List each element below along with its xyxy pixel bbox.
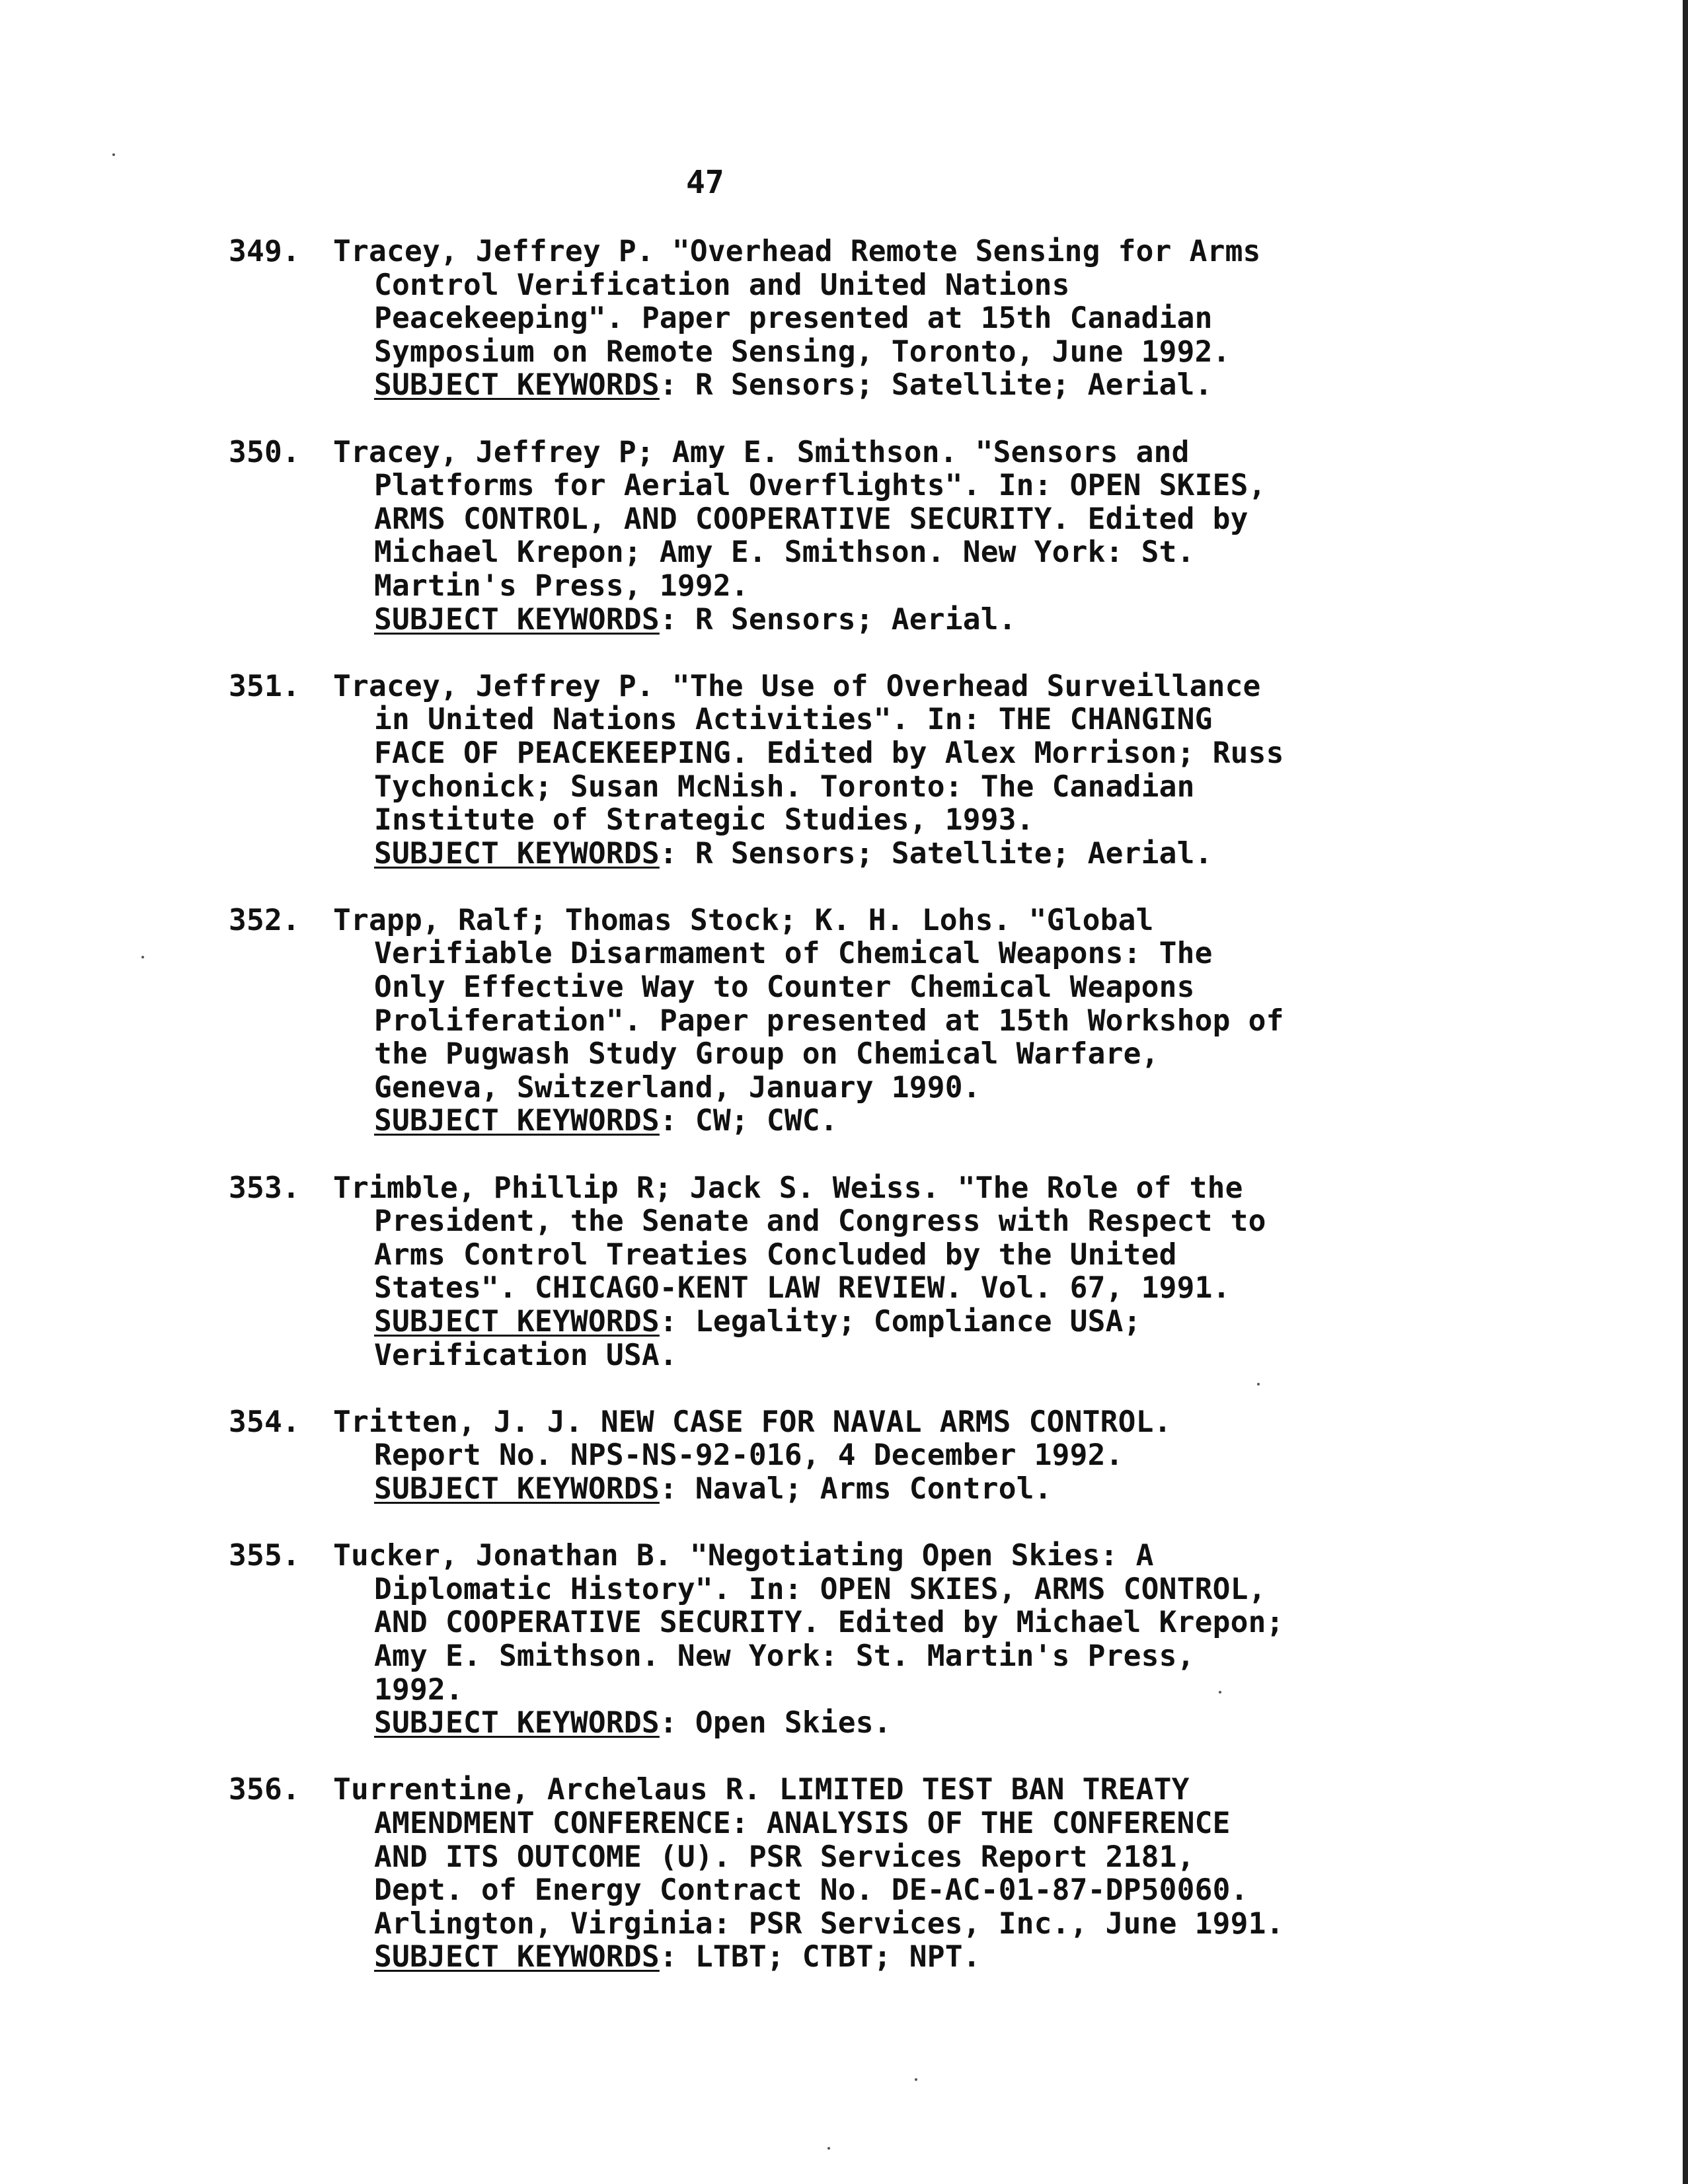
entry-number: 353. (229, 1171, 300, 1205)
subject-keywords-label: SUBJECT KEYWORDS (374, 1940, 660, 1974)
bibliography-entry (229, 1172, 1445, 1373)
entry-body (333, 1171, 1445, 1373)
entry-citation: Tracey, Jeffrey P. "The Use of Overhead Surveillance in United Nations Activities". In: THE CHANGING FACE OF PEACEKEEPING. Edited by Alex Morrison; Russ Tychonick; Susan McNish. Toronto: The Canadian Institute of Strategic Studies, 1993. (333, 669, 1284, 838)
entry-body (333, 1773, 1445, 1974)
scan-speck (827, 2147, 830, 2150)
entry-number: 351. (229, 669, 300, 703)
scan-speck (112, 153, 115, 156)
entry-citation: Tracey, Jeffrey P; Amy E. Smithson. "Sensors and Platforms for Aerial Overflights". In: OPEN SKIES, ARMS CONTROL, AND COOPERATIVE SECURITY. Edited by Michael Krepon; Amy E. Smithson. New York: St. Martin's Press, 1992. (333, 435, 1266, 603)
bibliography-entry (229, 904, 1445, 1138)
bibliography-entry (229, 1406, 1445, 1506)
subject-keywords-value: : Legality; Compliance USA; Verification USA. (374, 1305, 1141, 1372)
bibliography-entry (229, 436, 1445, 637)
subject-keywords-value: : R Sensors; Aerial. (659, 602, 1017, 637)
entry-citation: Turrentine, Archelaus R. LIMITED TEST BAN TREATY AMENDMENT CONFERENCE: ANALYSIS OF THE CONFERENCE AND ITS OUTCOME (U). PSR Services Report 2181, Dept. of Energy Contract No. DE-AC-01-87-DP50060. Arlington, Virginia: PSR Services, Inc., June 1991. (333, 1773, 1284, 1941)
subject-keywords-label: SUBJECT KEYWORDS (374, 1104, 660, 1138)
entry-number: 354. (229, 1405, 300, 1439)
entry-body (333, 235, 1445, 403)
subject-keywords-value: : R Sensors; Satellite; Aerial. (659, 368, 1213, 403)
subject-keywords-label: SUBJECT KEYWORDS (374, 1305, 660, 1339)
entry-body (333, 1539, 1445, 1740)
entry-body (333, 435, 1445, 637)
entry-number: 352. (229, 903, 300, 937)
subject-keywords-value: : Naval; Arms Control. (659, 1471, 1052, 1506)
entry-body (333, 1405, 1445, 1506)
entry-body (333, 669, 1445, 871)
bibliography-entry (229, 1774, 1445, 1974)
scan-edge-shadow (1683, 0, 1688, 2184)
subject-keywords-value: : Open Skies. (659, 1706, 892, 1740)
subject-keywords-label: SUBJECT KEYWORDS (374, 1706, 660, 1740)
entry-number: 349. (229, 235, 300, 268)
entry-citation: Tritten, J. J. NEW CASE FOR NAVAL ARMS CONTROL. Report No. NPS-NS-92-016, 4 December 1992. (333, 1405, 1172, 1473)
entry-citation: Trimble, Phillip R; Jack S. Weiss. "The Role of the President, the Senate and Congress with Respect to Arms Control Treaties Concluded by the United States". CHICAGO-KENT LAW REVIEW. Vol. 67, 1991. (333, 1171, 1266, 1306)
bibliography-entry (229, 235, 1445, 403)
subject-keywords-value: : CW; CWC. (659, 1104, 838, 1138)
entry-citation: Trapp, Ralf; Thomas Stock; K. H. Lohs. "Global Verifiable Disarmament of Chemical Weapons: The Only Effective Way to Counter Chemical Weapons Proliferation". Paper presented at 15th Workshop of the Pugwash Study Group on Chemical Warfare, Geneva, Switzerland, January 1990. (333, 903, 1284, 1105)
entry-citation: Tracey, Jeffrey P. "Overhead Remote Sensing for Arms Control Verification and United Nations Peacekeeping". Paper presented at 15th Canadian Symposium on Remote Sensing, Toronto, June 1992. (333, 235, 1261, 369)
subject-keywords-value: : R Sensors; Satellite; Aerial. (659, 836, 1213, 871)
entry-number: 356. (229, 1773, 300, 1807)
subject-keywords-label: SUBJECT KEYWORDS (374, 836, 660, 871)
subject-keywords-label: SUBJECT KEYWORDS (374, 368, 660, 403)
subject-keywords-label: SUBJECT KEYWORDS (374, 1471, 660, 1506)
entry-number: 355. (229, 1539, 300, 1573)
bibliography-list (229, 235, 1445, 2008)
bibliography-entry (229, 670, 1445, 871)
entry-body (333, 903, 1445, 1138)
page-number: 47 (686, 164, 724, 201)
entry-number: 350. (229, 435, 300, 469)
scan-speck (915, 2078, 917, 2081)
subject-keywords-label: SUBJECT KEYWORDS (374, 602, 660, 637)
bibliography-entry (229, 1540, 1445, 1740)
scan-speck (141, 956, 144, 958)
entry-citation: Tucker, Jonathan B. "Negotiating Open Skies: A Diplomatic History". In: OPEN SKIES, ARMS CONTROL, AND COOPERATIVE SECURITY. Edited by Michael Krepon; Amy E. Smithson. New York: St. Martin's Press, 1992. (333, 1539, 1284, 1707)
subject-keywords-value: : LTBT; CTBT; NPT. (659, 1940, 981, 1974)
